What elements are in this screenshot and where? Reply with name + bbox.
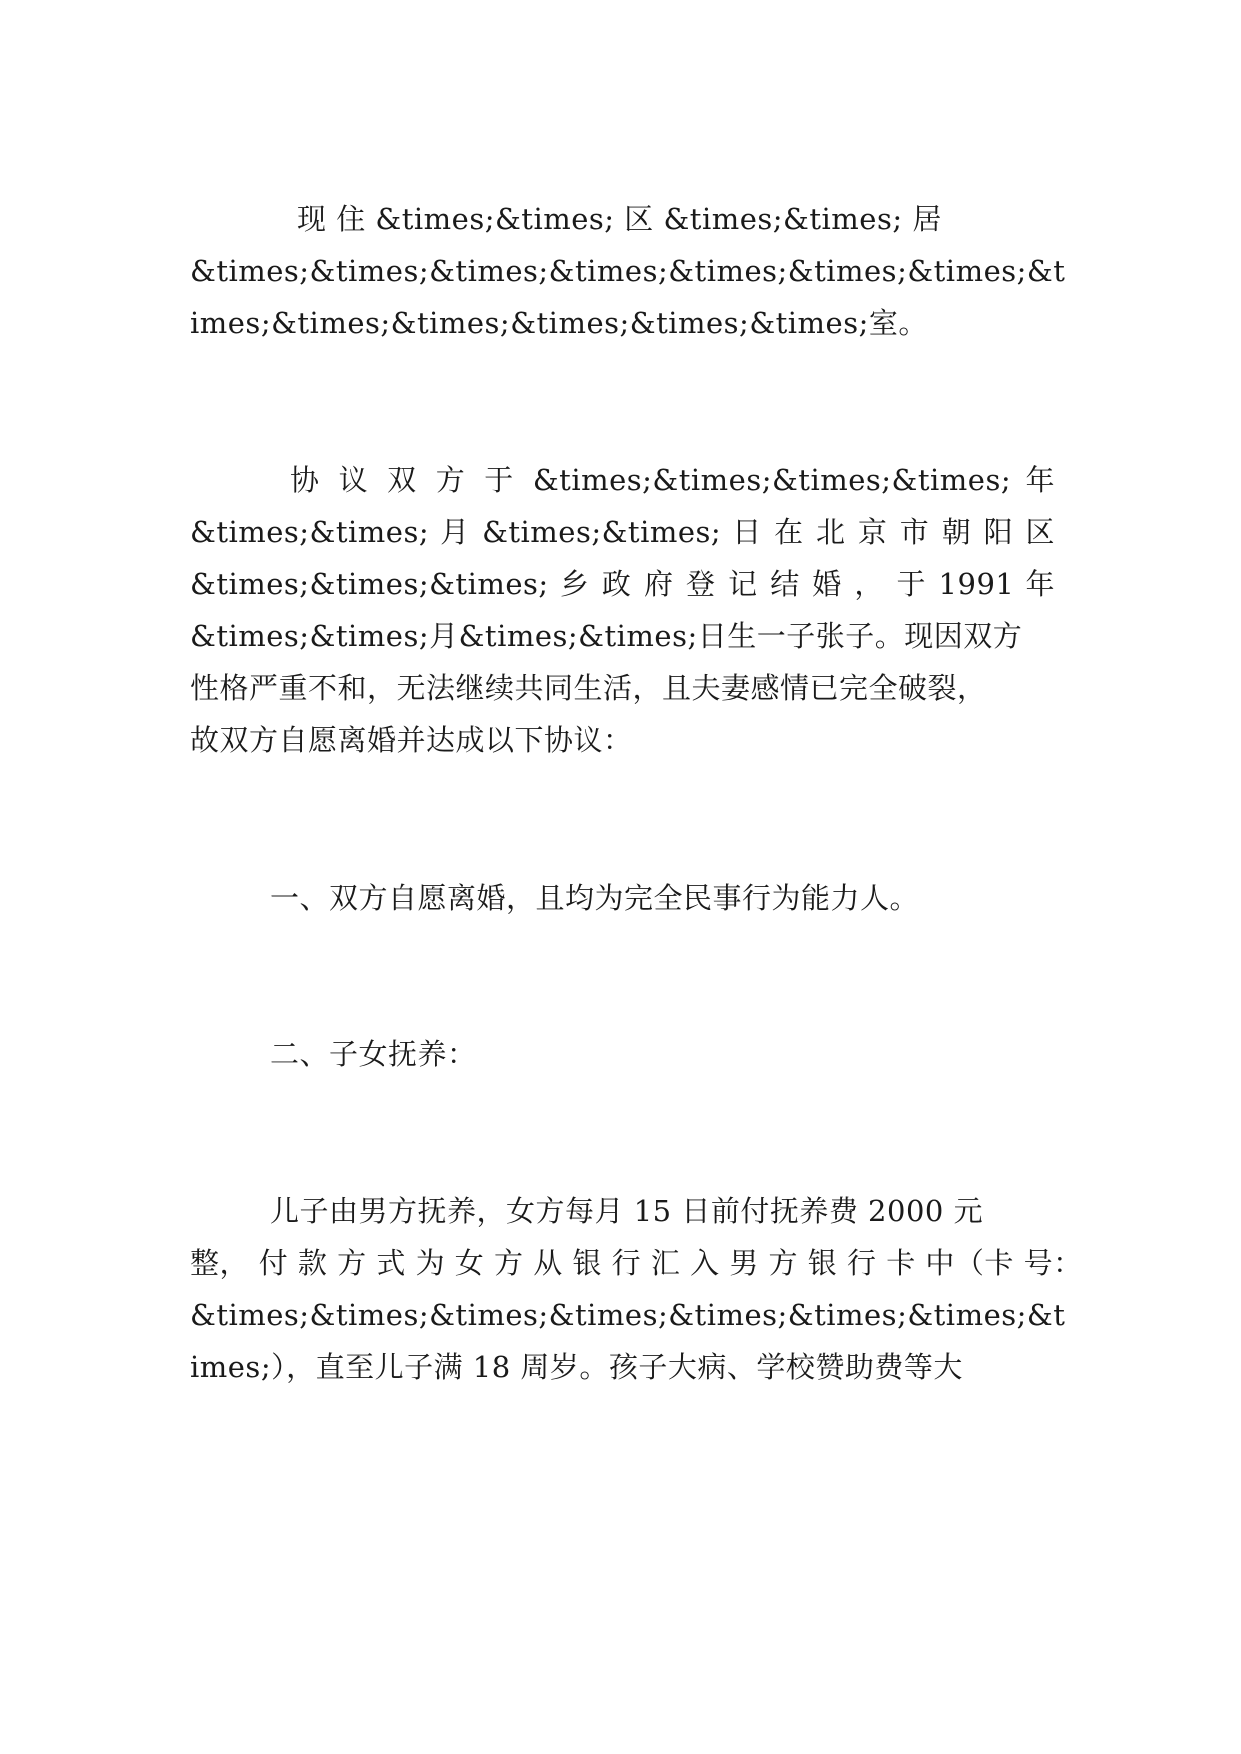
paragraph-support-line-2: 整， 付 款 方 式 为 女 方 从 银 行 汇 入 男 方 银 行 卡 中（卡 号： [190,1246,1083,1280]
paragraph-residence-line-3: imes;&times;&times;&times;&times;&times;室。 [190,306,928,340]
paragraph-marriage-line-6: 故双方自愿离婚并达成以下协议： [190,723,633,757]
clause-1-text: 一、双方自愿离婚，且均为完全民事行为能力人。 [270,881,920,915]
paragraph-residence-line-2: &times;&times;&times;&times;&times;&times;&times;&t [190,254,1066,288]
paragraph-marriage-line-3: &times;&times;&times; 乡 政 府 登 记 结 婚 ， 于 1991 年 [190,567,1055,601]
paragraph-marriage-line-4: &times;&times;月&times;&times;日生一子张子。现因双方 [190,619,1023,653]
clause-2-heading: 二、子女抚养： [270,1037,477,1071]
paragraph-support-line-4: imes;），直至儿子满 18 周岁。孩子大病、学校赞助费等大 [190,1350,963,1384]
paragraph-marriage-line-5: 性格严重不和，无法继续共同生活，且夫妻感情已完全破裂， [190,671,987,705]
paragraph-residence-line-1: 现 住 &times;&times; 区 &times;&times; 居 [297,202,942,236]
paragraph-support-line-1: 儿子由男方抚养，女方每月 15 日前付抚养费 2000 元 [270,1194,984,1228]
paragraph-marriage-line-1: 协 议 双 方 于 &times;&times;&times;&times; 年 [290,463,1055,497]
paragraph-support-line-3: &times;&times;&times;&times;&times;&times;&times;&t [190,1298,1066,1332]
paragraph-marriage-line-2: &times;&times; 月 &times;&times; 日 在 北 京 市 朝 阳 区 [190,515,1055,549]
